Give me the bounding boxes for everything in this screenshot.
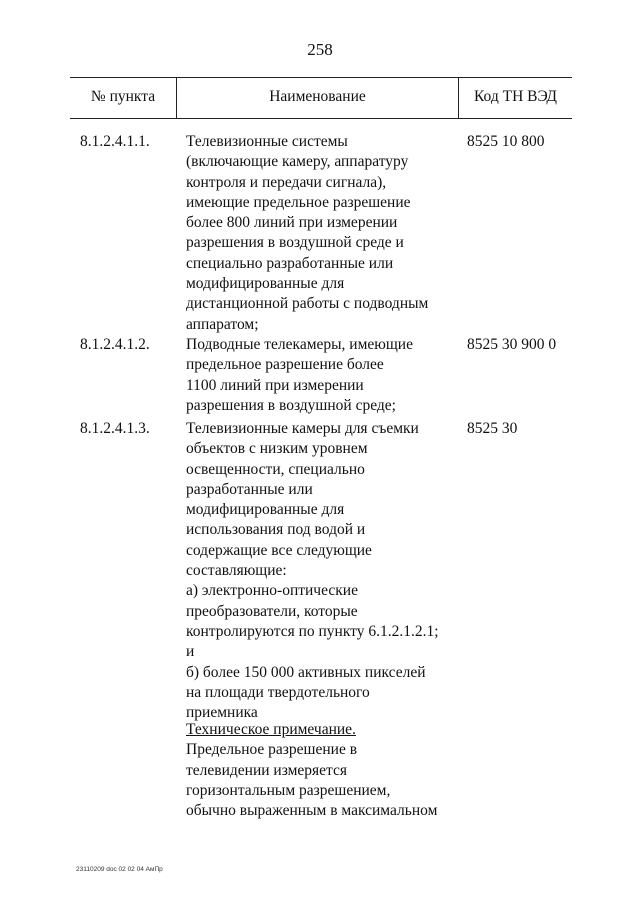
item-name-line: разработанные или [186, 480, 313, 498]
item-code: 8525 30 [467, 420, 518, 437]
technical-note-line: Предельное разрешение в [186, 741, 358, 759]
item-name-line: дистанционной работы с подводным [186, 295, 429, 313]
item-name-line: предельное разрешение более [186, 356, 384, 374]
item-name-line: Телевизионные камеры для съемки [186, 420, 419, 437]
item-name-line: на площади твердотельного [186, 683, 370, 701]
header-name: Наименование [269, 88, 366, 105]
item-code: 8525 30 900 0 [467, 336, 557, 353]
item-name-line: контролируются по пункту 6.1.2.1.2.1; [186, 622, 439, 640]
item-name-line: б) более 150 000 активных пикселей [186, 663, 426, 681]
header-code: Код ТН ВЭД [473, 88, 557, 105]
item-name-line: разрешения в воздушной среде и [186, 234, 404, 252]
footer-doc-id: 23110209 doc 02 02 04 АмПр [76, 866, 163, 873]
item-name-line: Подводные телекамеры, имеющие [186, 336, 413, 353]
item-name [186, 419, 466, 723]
header-bottom-rule [70, 118, 572, 119]
item-name-line: Телевизионные системы [186, 133, 348, 150]
item-name-line: освещенности, специально [186, 460, 365, 478]
item-name-line: более 800 линий при измерении [186, 214, 398, 232]
item-name-line: (включающие камеру, аппаратуру [186, 153, 409, 171]
item-number: 8.1.2.4.1.1. [80, 133, 150, 150]
item-name-line: преобразователи, которые [186, 602, 358, 620]
item-name-line: имеющие предельное разрешение [186, 193, 411, 211]
header-top-rule [70, 77, 572, 78]
item-name-line: а) электронно-оптические [186, 582, 358, 600]
item-name-line: использования под водой и [186, 521, 366, 539]
item-code: 8525 10 800 [467, 133, 545, 150]
item-name-line: объектов с низким уровнем [186, 440, 368, 458]
item-name-line: специально разработанные или [186, 254, 394, 272]
item-name-line: 1100 линий при измерении [186, 376, 364, 394]
technical-note [186, 720, 466, 821]
technical-note-line: обычно выраженным в максимальном [186, 802, 438, 820]
item-name-line: модифицированные для [186, 501, 345, 519]
item-name-line: разрешения в воздушной среде; [186, 396, 396, 414]
item-name-line: аппаратом; [186, 315, 259, 333]
technical-note-title: Техническое примечание. [186, 721, 356, 738]
page-number: 258 [307, 40, 333, 59]
item-name-line: составляющие: [186, 562, 287, 580]
item-number: 8.1.2.4.1.2. [80, 336, 150, 353]
item-name-line: модифицированные для [186, 275, 345, 293]
item-name-line: приемника [186, 704, 258, 722]
item-name-line: содержащие все следующие [186, 541, 372, 559]
header-item-number: № пункта [90, 88, 156, 105]
item-name [186, 132, 466, 335]
item-number: 8.1.2.4.1.3. [80, 420, 150, 437]
technical-note-line: телевидении измеряется [186, 761, 348, 779]
item-name [186, 335, 466, 416]
technical-note-line: горизонтальным разрешением, [186, 781, 391, 799]
item-name-line: и [186, 643, 195, 661]
item-name-line: контроля и передачи сигнала), [186, 173, 387, 191]
